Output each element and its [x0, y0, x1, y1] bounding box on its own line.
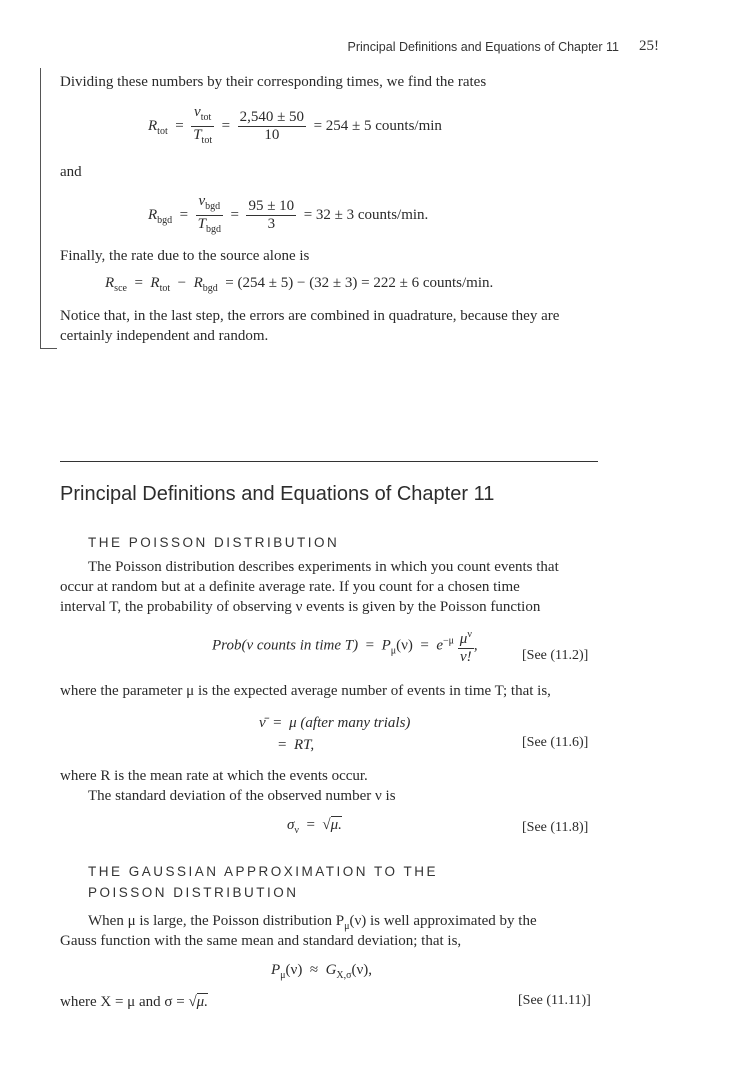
eq3-mid2-sub: bgd — [202, 283, 218, 294]
eq3-result: = (254 ± 5) − (32 ± 3) = 222 ± 6 counts/min. — [225, 275, 494, 291]
paragraph-quadrature-line1: Notice that, in the last step, the errors are combined in quadrature, because they are — [60, 308, 560, 324]
eq2-frac2-den: 3 — [267, 216, 276, 232]
page-number: 25! — [639, 38, 659, 54]
eq-gauss-approx: ≈ — [309, 962, 319, 978]
eq-sd-rhs: μ. — [330, 817, 342, 833]
eq2-lhs: R — [148, 206, 158, 223]
word-and: and — [60, 164, 82, 180]
eq1-frac2 — [238, 109, 306, 144]
equation-r-bgd: $R_{bgd}$ = $\frac{\nu_{bgd}}{T_{bgd}}$ = $\frac{95 \pm 10}{3}$ = 32 ± 3 counts/min. — [148, 193, 428, 238]
eq-prob-mid-arg: (ν) — [396, 637, 413, 654]
eq1-frac2-den: 10 — [264, 127, 280, 143]
ref-11-8: [See (11.8)] — [522, 820, 589, 835]
eq-gauss-rhs: G — [325, 962, 337, 978]
eq-prob-num-sup: ν — [467, 629, 472, 640]
equation-r-sce: $R_{sce} = R_{tot} - R_{bgd} = (254 \pm 5) - (32 \pm 3) = 222 \pm 6$ counts/min. — [105, 275, 494, 294]
eq2-frac1-num: ν — [198, 193, 206, 209]
eq2-frac1-den: T — [197, 216, 206, 232]
section-divider — [60, 461, 598, 462]
paragraph-quadrature-line2: certainly independent and random. — [60, 328, 269, 344]
gaussian-line1-tail: (ν) is well approximated by the — [349, 913, 537, 929]
paragraph-rates-intro: Dividing these numbers by their corresponding times, we find the rates — [60, 74, 487, 90]
eq3-mid2: R — [193, 275, 203, 291]
running-title: Principal Definitions and Equations of Chapter 11 — [347, 40, 619, 54]
ref-11-11: [See (11.11)] — [518, 993, 591, 1008]
ref-11-2: [See (11.2)] — [522, 648, 589, 663]
eq-gauss-rhs-sub: X,σ — [336, 970, 352, 981]
eq-prob-mid-sub: μ — [390, 645, 397, 657]
eq-prob-exp-base: e — [436, 637, 444, 654]
eq2-frac1-num-sub: bgd — [205, 201, 221, 212]
eq1-frac1-num: ν — [194, 104, 201, 120]
eq-mean-r1-note: (after many trials) — [300, 715, 411, 731]
poisson-line1: The Poisson distribution describes experiments in which you count events that — [88, 559, 559, 575]
sqrt-symbol-2: √ — [188, 994, 197, 1010]
eq1-lhs: R — [148, 117, 158, 134]
eq-prob-frac — [458, 626, 474, 666]
eq1-frac2-num: 2,540 ± 50 — [239, 109, 305, 125]
eq-prob-num: μ — [459, 631, 468, 647]
margin-bar-foot — [40, 348, 57, 349]
gaussian-where-b: μ. — [196, 994, 208, 1010]
eq-prob-lhs: Prob(ν counts in time T) — [212, 637, 359, 654]
eq2-frac2 — [246, 198, 296, 233]
gaussian-where-a: where X = μ and σ = — [60, 994, 185, 1010]
eq2-frac2-num: 95 ± 10 — [248, 198, 295, 214]
eq-gauss-rhs-arg: (ν), — [351, 962, 373, 978]
eq-mean-r2: RT, — [293, 737, 315, 753]
poisson-line5: where R is the mean rate at which the events occur. — [60, 768, 368, 784]
gaussian-line1-sub: μ — [344, 921, 350, 932]
equation-gauss-approx — [271, 962, 372, 981]
eq-mean-lhs: ν̄ — [259, 715, 266, 731]
heading-gaussian-approx-line1: THE GAUSSIAN APPROXIMATION TO THE — [88, 864, 439, 879]
eq2-lhs-sub: bgd — [157, 214, 173, 226]
eq3-lhs-sub: sce — [114, 283, 127, 294]
paragraph-finally: Finally, the rate due to the source alone is — [60, 248, 310, 264]
eq-prob-mid: P — [381, 637, 391, 654]
eq2-frac1-den-sub: bgd — [205, 224, 221, 235]
equation-std-dev: $\sigma_\nu = √\mu$. — [287, 817, 342, 836]
poisson-line6: The standard deviation of the observed number ν is — [88, 788, 396, 804]
eq-prob-exp-power: −μ — [443, 635, 455, 647]
equation-poisson-function: Prob(ν counts in time $T) = P_\mu(\nu) = e^{-\mu}$ $\frac{\mu^\nu}{\nu!}$ , — [212, 626, 478, 666]
gaussian-line1-head: When μ is large, the Poisson distribution P — [88, 913, 345, 929]
eq1-frac1-num-sub: tot — [200, 112, 212, 123]
eq2-result: = 32 ± 3 counts/min. — [303, 206, 429, 223]
gaussian-where-line — [60, 992, 208, 1012]
eq-mean-r1: μ — [289, 715, 297, 731]
poisson-line3: interval T, the probability of observing ν events is given by the Poisson function — [60, 599, 541, 615]
heading-poisson-distribution: THE POISSON DISTRIBUTION — [88, 535, 340, 550]
eq-gauss-lhs-sub: μ — [280, 970, 286, 981]
ref-11-6: [See (11.6)] — [522, 735, 589, 750]
sqrt-symbol: √ — [322, 817, 331, 833]
eq1-frac1 — [191, 104, 214, 149]
gaussian-line2: Gauss function with the same mean and standard deviation; that is, — [60, 933, 462, 949]
eq-gauss-lhs: P — [271, 962, 281, 978]
poisson-line4: where the parameter μ is the expected average number of events in time T; that is, — [60, 683, 551, 699]
eq-gauss-lhs-arg: (ν) — [285, 962, 303, 978]
eq-sd-lhs-sub: ν — [294, 825, 299, 836]
poisson-line2: occur at random but at a definite average rate. If you count for a chosen time — [60, 579, 520, 595]
equation-mean: ν̄ = μ (after many trials) = RT, — [259, 715, 411, 753]
eq1-frac1-den: T — [193, 127, 202, 143]
eq3-lhs: R — [105, 275, 115, 291]
heading-gaussian-approx-line2: POISSON DISTRIBUTION — [88, 885, 299, 900]
eq1-frac1-den-sub: tot — [201, 135, 213, 146]
margin-bar — [40, 68, 41, 348]
equation-r-tot: $R_{tot}$ = $\frac{\nu_{tot}}{T_{tot}}$ = $\frac{2,540 \pm 50}{10}$ = 254 ± 5 counts/min — [148, 104, 442, 149]
chapter-summary-title: Principal Definitions and Equations of Chapter 11 — [60, 483, 495, 505]
eq-prob-den: ν! — [460, 649, 472, 665]
eq2-frac1 — [196, 193, 223, 238]
eq3-mid1: R — [150, 275, 160, 291]
eq-sd-lhs: σ — [287, 817, 295, 833]
eq1-result: = 254 ± 5 counts/min — [313, 117, 442, 134]
eq1-lhs-sub: tot — [157, 125, 168, 137]
eq3-mid1-sub: tot — [159, 283, 171, 294]
